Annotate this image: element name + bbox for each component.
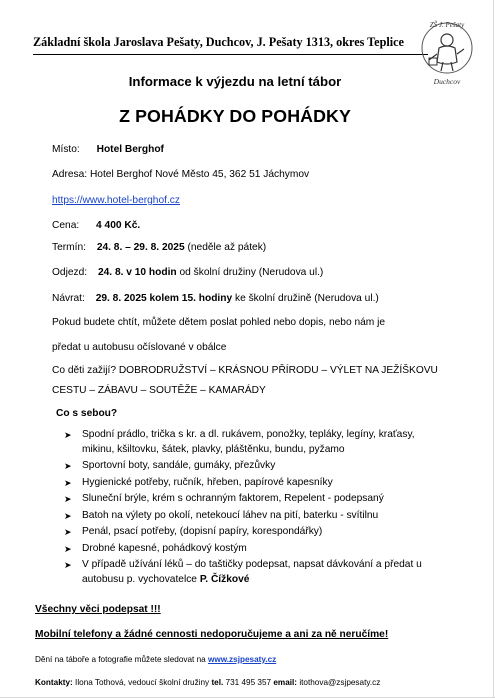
hotel-web-link[interactable]: https://www.hotel-berghof.cz bbox=[52, 195, 180, 206]
podepsat-note: Všechny věci podepsat !!! bbox=[35, 604, 161, 615]
odjezd-value: 24. 8. v 10 hodin bbox=[97, 267, 177, 278]
arrow-bullet-icon: ➤ bbox=[64, 494, 72, 505]
misto-label: Místo: bbox=[52, 144, 80, 155]
odjezd-row bbox=[52, 266, 323, 279]
arrow-bullet-icon: ➤ bbox=[64, 510, 72, 521]
list-item-text: Sportovní boty, sandále, gumáky, přezůvky bbox=[82, 460, 276, 472]
sledovat-text: Dění na táboře a fotografie můžete sledovat na bbox=[35, 655, 208, 664]
co-sebou-heading: Co s sebou? bbox=[56, 408, 118, 419]
list-item-text: autobusu p. vychovatelce bbox=[82, 573, 200, 585]
navrat-row bbox=[52, 292, 379, 305]
termin-value: 24. 8. – 29. 8. 2025 bbox=[96, 242, 185, 253]
navrat-label: Návrat: bbox=[52, 293, 85, 304]
school-header: Základní škola Jaroslava Pešaty, Duchcov, J. Pešaty 1313, okres Teplice bbox=[33, 35, 404, 49]
misto-row bbox=[52, 143, 164, 156]
packing-list bbox=[64, 428, 454, 589]
list-item bbox=[64, 509, 454, 524]
odjezd-label: Odjezd: bbox=[52, 267, 88, 278]
kontakty-person: Ilona Tothová, vedoucí školní družiny bbox=[72, 678, 212, 687]
zazije-line-2: CESTU – ZÁBAVU – SOUTĚŽE – KAMARÁDY bbox=[52, 385, 266, 396]
kontakty-line bbox=[35, 676, 380, 689]
list-item-text: Spodní prádlo, trička s kr. a dl. rukávem, ponožky, tepláky, legíny, kraťasy, bbox=[82, 429, 415, 440]
vychovatelka-name: P. Čížkové bbox=[199, 573, 250, 585]
arrow-bullet-icon: ➤ bbox=[64, 527, 72, 538]
telefony-note: Mobilní telefony a žádné cennosti nedoporučujeme a ani za ně neručíme! bbox=[35, 629, 389, 640]
list-item bbox=[64, 476, 454, 491]
arrow-bullet-icon: ➤ bbox=[64, 559, 72, 570]
list-item-text: mikinu, kšiltovku, šátek, plavky, pláštěnku, bundu, pyžamo bbox=[82, 443, 345, 455]
camp-title: Z POHÁDKY DO POHÁDKY bbox=[119, 106, 351, 126]
email-label: email: bbox=[273, 678, 298, 687]
list-item-text: Hygienické potřeby, ručník, hřeben, papírové kapesníky bbox=[82, 476, 333, 488]
arrow-bullet-icon: ➤ bbox=[64, 477, 72, 488]
email-value[interactable]: itothova@zsjpesaty.cz bbox=[297, 678, 381, 687]
navrat-value: 29. 8. 2025 kolem 15. hodiny bbox=[95, 293, 233, 304]
termin-row bbox=[52, 241, 266, 254]
list-item bbox=[64, 492, 454, 507]
zazije-line-1: Co děti zažijí? DOBRODRUŽSTVÍ – KRÁSNOU PŘÍRODU – VÝLET NA JEŽÍŠKOVU bbox=[52, 365, 438, 376]
cena-label: Cena: bbox=[52, 220, 80, 231]
cena-value: 4 400 Kč. bbox=[96, 220, 141, 231]
list-item bbox=[64, 525, 454, 540]
school-web-link[interactable]: www.zsjpesaty.cz bbox=[207, 655, 277, 664]
arrow-bullet-icon: ➤ bbox=[64, 543, 72, 554]
sledovat-line bbox=[35, 653, 276, 666]
tel-value: 731 495 357 bbox=[223, 678, 274, 687]
misto-value: Hotel Berghof bbox=[96, 144, 164, 155]
logo-text-bottom: Duchcov bbox=[433, 77, 461, 86]
pohled-line-1: Pokud budete chtít, můžete dětem poslat pohled nebo dopis, nebo nám je bbox=[52, 317, 386, 328]
address-line: Adresa: Hotel Berghof Nové Město 45, 362 51 Jáchymov bbox=[52, 169, 310, 180]
arrow-bullet-icon: ➤ bbox=[64, 461, 72, 472]
odjezd-note: od školní družiny (Nerudova ul.) bbox=[179, 267, 324, 278]
termin-note: (neděle až pátek) bbox=[187, 242, 267, 253]
info-title: Informace k výjezdu na letní tábor bbox=[128, 74, 342, 89]
arrow-bullet-icon: ➤ bbox=[64, 430, 72, 440]
header-rule bbox=[33, 54, 428, 55]
list-item-text: Batoh na výlety po okolí, netekoucí láhev na pití, baterku - svítilnu bbox=[82, 509, 379, 521]
list-item-text: Sluneční brýle, krém s ochranným faktorem, Repelent - podepsaný bbox=[82, 493, 384, 505]
termin-label: Termín: bbox=[52, 242, 86, 253]
list-item bbox=[64, 542, 454, 557]
tel-label: tel. bbox=[211, 678, 224, 687]
pohled-line-2: předat u autobusu očíslované v obálce bbox=[52, 342, 227, 353]
list-item bbox=[64, 558, 454, 587]
list-item bbox=[64, 459, 454, 474]
cena-row bbox=[52, 219, 140, 232]
navrat-note: ke školní družině (Nerudova ul.) bbox=[235, 293, 379, 304]
kontakty-label: Kontakty: bbox=[35, 678, 73, 687]
list-item-text: Penál, psací potřeby, (dopisní papíry, korespondářky) bbox=[82, 526, 323, 538]
list-item-text: Drobné kapesné, pohádkový kostým bbox=[82, 542, 247, 554]
page-edge-right bbox=[493, 0, 494, 698]
list-item bbox=[64, 428, 454, 457]
list-item-text: V případě užívání léků – do taštičky podepsat, napsat dávkování a předat u bbox=[82, 558, 422, 570]
logo-text-top: ZŠ J. Pešaty bbox=[429, 21, 465, 29]
